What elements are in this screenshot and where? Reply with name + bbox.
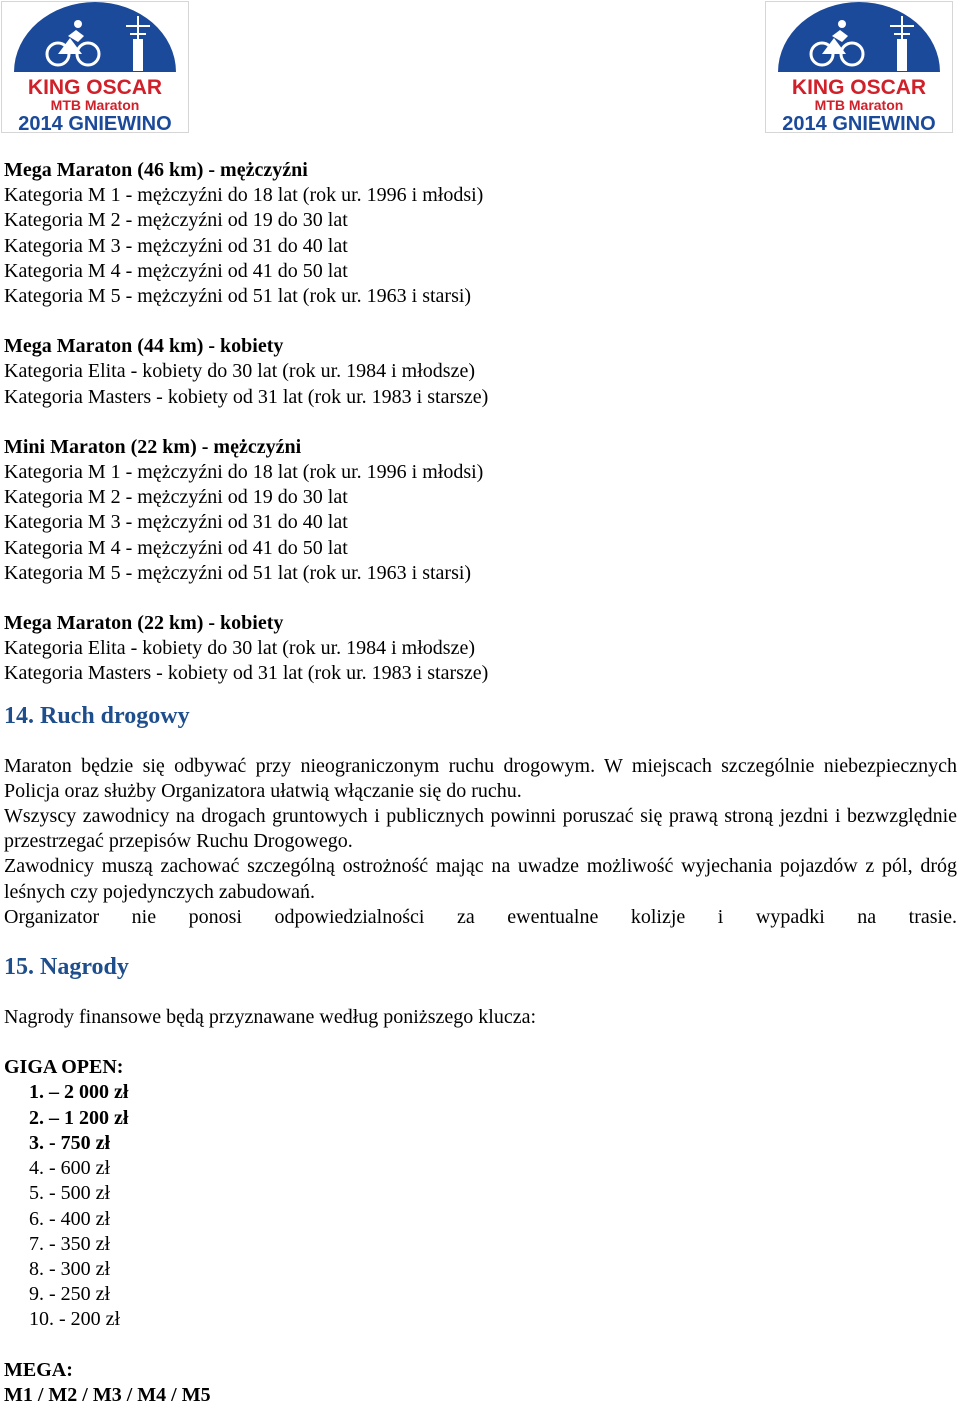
category-item: Kategoria Elita - kobiety do 30 lat (rok ur. 1984 i młodsze) <box>4 360 475 383</box>
category-group <box>4 435 957 586</box>
traffic-paragraph-1: Maraton będzie się odbywać przy nieograniczonym ruchu drogowym. W miejscach szczególnie niebezpiecznych Policja oraz służby Organizatora ułatwią włączanie się do ruchu. <box>4 754 957 802</box>
logo-line2: MTB Maraton <box>50 97 140 113</box>
prize-item: 10. - 200 zł <box>29 1308 121 1331</box>
category-group <box>4 334 957 410</box>
prize-item: 6. - 400 zł <box>29 1207 111 1230</box>
logo-line3: 2014 GNIEWINO <box>782 113 936 132</box>
traffic-paragraph-4: Organizator nie ponosi odpowiedzialności za ewentualne kolizje i wypadki na trasie. <box>4 905 957 928</box>
category-item: Kategoria Elita - kobiety do 30 lat (rok ur. 1984 i młodsze) <box>4 637 475 660</box>
logo-left <box>1 1 189 133</box>
prize-item: 5. - 500 zł <box>29 1182 111 1205</box>
prize-item: 2. – 1 200 zł <box>29 1106 129 1129</box>
prize-item: 4. - 600 zł <box>29 1157 111 1180</box>
section-title-prizes: 15. Nagrody <box>4 954 129 981</box>
category-heading: Mega Maraton (44 km) - kobiety <box>4 335 284 358</box>
giga-prize-list <box>4 1080 957 1332</box>
prize-item: 9. - 250 zł <box>29 1283 111 1306</box>
prize-item: 3. - 750 zł <box>29 1131 111 1154</box>
document-body <box>4 158 957 1408</box>
category-item: Kategoria M 3 - mężczyźni od 31 do 40 lat <box>4 511 348 534</box>
category-heading: Mini Maraton (22 km) - mężczyźni <box>4 435 302 458</box>
category-heading: Mega Maraton (22 km) - kobiety <box>4 612 284 635</box>
logo-line2: MTB Maraton <box>814 97 904 113</box>
prize-item: 8. - 300 zł <box>29 1257 111 1280</box>
prizes-intro: Nagrody finansowe będą przyznawane według poniższego klucza: <box>4 1006 537 1029</box>
category-item: Kategoria M 1 - mężczyźni do 18 lat (rok ur. 1996 i młodsi) <box>4 184 484 207</box>
mega-label: MEGA: <box>4 1358 73 1381</box>
category-heading: Mega Maraton (46 km) - mężczyźni <box>4 159 308 181</box>
category-item: Kategoria Masters - kobiety od 31 lat (rok ur. 1983 i starsze) <box>4 662 489 685</box>
prize-item: 7. - 350 zł <box>29 1232 111 1255</box>
category-item: Kategoria M 5 - mężczyźni od 51 lat (rok ur. 1963 i starsi) <box>4 285 472 308</box>
category-group <box>4 611 957 687</box>
category-item: Kategoria M 3 - mężczyźni od 31 do 40 lat <box>4 234 348 257</box>
category-item: Kategoria M 2 - mężczyźni od 19 do 30 lat <box>4 209 348 232</box>
category-item: Kategoria M 1 - mężczyźni do 18 lat (rok ur. 1996 i młodsi) <box>4 461 484 484</box>
category-item: Kategoria M 2 - mężczyźni od 19 do 30 lat <box>4 486 348 509</box>
mega-categories: M1 / M2 / M3 / M4 / M5 <box>4 1383 211 1406</box>
category-item: Kategoria M 4 - mężczyźni od 41 do 50 lat <box>4 259 348 282</box>
category-group <box>4 158 957 309</box>
section-title-traffic: 14. Ruch drogowy <box>4 702 190 729</box>
traffic-paragraph-3: Zawodnicy muszą zachować szczególną ostrożność mając na uwadze możliwość wyjechania pojazdów z pól, dróg leśnych czy pojedynczych zabudowań. <box>4 855 957 903</box>
category-item: Kategoria M 4 - mężczyźni od 41 do 50 lat <box>4 536 348 559</box>
king-oscar-logo-graphic <box>766 2 952 132</box>
category-item: Kategoria Masters - kobiety od 31 lat (rok ur. 1983 i starsze) <box>4 385 489 408</box>
logo-line1: KING OSCAR <box>791 76 927 99</box>
logo-line3: 2014 GNIEWINO <box>18 113 172 132</box>
logo-line1: KING OSCAR <box>27 76 163 99</box>
category-item: Kategoria M 5 - mężczyźni od 51 lat (rok ur. 1963 i starsi) <box>4 561 472 584</box>
giga-open-label: GIGA OPEN: <box>4 1056 124 1079</box>
logo-right <box>765 1 953 133</box>
traffic-paragraph-2: Wszyscy zawodnicy na drogach gruntowych i publicznych powinni poruszać się prawą stroną jezdni i bezwzględnie przestrzegać przepisów Ruchu Drogowego. <box>4 805 957 853</box>
prize-item: 1. – 2 000 zł <box>29 1081 129 1104</box>
king-oscar-logo-graphic <box>2 2 188 132</box>
